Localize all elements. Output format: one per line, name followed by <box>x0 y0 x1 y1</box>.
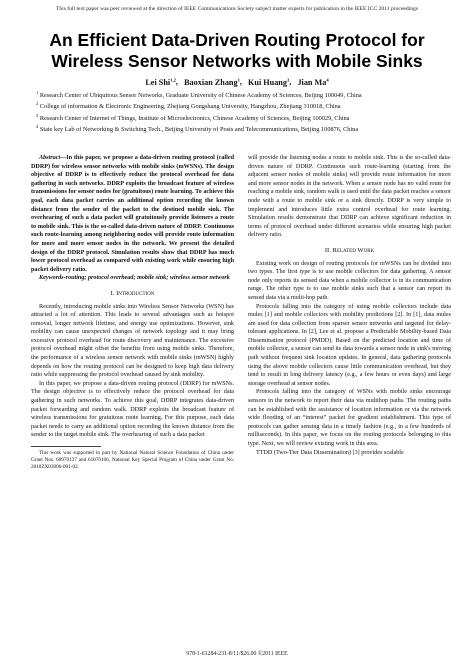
related-paragraph-3: Protocols falling into the category of WSNs with mobile sinks encourage sensors in the network to report their data via multihop paths. The routing paths can be established with the assistance of location information or via the network wide flooding of an “interest” packet for gradient establishment. This type of protocols can gather sensing data in a timely fashion (e.g., in a few hundreds of milliseconds). In this paper, we focus on the routing protocols belonging to this type. Next, we will review existing work in this area. <box>248 389 451 447</box>
affiliation-4: $^4$ State key Lab of Networking & Switching Tech., Beijing University of Posts and Telecommunications, Beijing 100876, China <box>36 124 359 134</box>
author-1: Lei Shi$^{1,2}$ <box>145 77 176 87</box>
right-column <box>248 154 451 457</box>
keywords: Keywords-routing; protocol overhead; mobile sink; wireless sensor network <box>39 275 230 282</box>
author-3: Kui Huang$^3$ <box>248 77 290 87</box>
paper-title <box>20 30 454 72</box>
author-list: Lei Shi$^{1,2}$, Baoxian Zhang$^1$, Kui Huang$^3$, Jian Ma$^4$ <box>145 77 329 87</box>
title-line-2: Wireless Sensor Networks with Mobile Sinks <box>51 51 423 71</box>
copyright-footer: 978-1-61284-231-8/11/$26.00 ©2011 IEEE <box>186 651 288 657</box>
affiliation-list <box>36 89 438 135</box>
affiliation-2: $^2$ College of information & Electronic Engineering, Zhejiang Gongshang University, Hangzhou, Zhejiang 310018, China <box>36 101 341 111</box>
related-paragraph-1: Existing work on design of routing protocols for mWSNs can be divided into two types. The first type is to use mobile collectors for data gathering. A sensor node only reports its sensed data when a mobile collector is in its communication range. The other type is to use mobile sinks such that a sensor can report its sensed data via a multi-hop path. <box>248 260 451 301</box>
related-paragraph-2: Protocols falling into the category of using mobile collectors include data mules [1] and mobile collectors with mobility predictions [2]. In [1], data mules are used for data collection from sparser sensor networks and targeted for delay-tolerant applications. In [2], Lee et al. propose a Predictable Mobility-based Data Dissemination protocol (PMDD). Based on the predicted location and time of mobile collector, a sensor can send its data towards a sensor node in sink's moving path without frequent sink location updates. In general, data gathering protocols using the above mobile collectors cause little communication overhead, but they tend to result in long delivery latency (e.g., a few hours or even days) and large storage overhead at sensor nodes. <box>248 303 451 387</box>
abstract: Abstract—In this paper, we propose a data-driven routing protocol (called DDRP) for wireless sensor networks with mobile sinks (mWSNs). The design objective of DDRP is to effectively reduce the protocol overhead for data gathering in such networks. DDRP exploits the broadcast feature of wireless transmissions for sensor nodes for (gratuitous) route learning. To achieve this goal, each data packet carries an additional option recording the known distance from the sender of the packet to the destined mobile sink. The overhearing of such a data packet will gratuitously provide listeners a route to mobile sink. This is the so-called data-driven nature of DDRP. Continuous such route-learning among neighboring nodes will provide route information for more and more sensor nodes in the network. We present the detailed design of the DDRP protocol. Simulation results show that DDRP has much lower protocol overhead as compared with existing work while ensuring high packet delivery ratio. <box>31 155 234 273</box>
left-column <box>31 154 234 471</box>
affiliation-1: $^1$ Research Center of Ubiquitous Sensor Networks, Graduate University of Chinese Academy of Sciences, Beijing 100049, China <box>36 90 362 100</box>
title-line-1: An Efficient Data-Driven Routing Protocol for <box>49 30 425 50</box>
intro-paragraph-1: Recently, introducing mobile sinks into Wireless Sensor Networks (WSN) has attracted a lot of attention. This leads to several advantages such as hotspot removal, longer network lifetime, and energy use optimizations. However, sink mobility can cause unexpected changes of network topology and it may bring excessive protocol overhead for route discovery and maintenance. The excessive protocol overhead might offset the benefits from using mobile sinks. Therefore, the performance of a wireless sensor network with mobile sinks (mWSN) highly depends on how the routing protocol can be designed to keep high data delivery ratio while suppressing the protocol overhead caused by sink mobility. <box>31 303 234 379</box>
section-heading-related-work: II. Related Work <box>324 246 375 254</box>
peer-review-banner: This full text paper was peer reviewed at the direction of IEEE Communications Society subject matter experts for publication in the IEEE ICC 2011 proceedings <box>55 6 419 12</box>
affiliation-3: $^3$ Research Center of Internet of Things, Institute of Microelectronics, Chinese Academy of Sciences, Beijing 100029, China <box>36 112 350 122</box>
related-paragraph-4: TTDD (Two-Tier Data Dissemination) [3] provides scalable <box>256 449 404 456</box>
funding-footnote: This work was supported in part by National Natural Science Foundation of China under Grant Nos. 60970137 and 61070166, National Key Special Program of China under Grant No. 2010ZX03006-001-02. <box>31 450 234 470</box>
intro-paragraph-3: will provide the listening nodes a route to mobile sink. This is the so-called data-driven nature of DDRP. Continuous such route-learning (starting from the adjacent sensor nodes of mobile sinks) will provide route information for more and more sensor nodes in the network. When a sensor node has no valid route for reaching a mobile sink, random walk is used until the data packet reaches a sensor node with a route to mobile sink or a sink directly. DDRP is very simple to implement and introduces little extra control overhead for route learning. Simulation results demonstrate that DDRP can achieve significant reduction in terms of protocol overhead under different scenarios while ensuring high packet delivery ratio. <box>248 155 451 239</box>
author-4: Jian Ma$^4$ <box>297 77 329 87</box>
author-2: Baoxian Zhang$^1$ <box>184 77 240 87</box>
intro-paragraph-2: In this paper, we propose a data-driven routing protocol (DDRP) for mWSNs. The design objective is to effectively reduce the protocol overhead for data gathering in such networks. To achieve this goal, DDRP integrates data-driven packet forwarding and random walk. DDRP exploits the broadcast feature of wireless transmissions for gratuitous route learning. For this purpose, each data packet needs to carry an additional option recording the known distance from the sender to the target mobile sink. The overhearing of such a data packet <box>31 380 234 439</box>
section-heading-introduction: I. Introduction <box>110 289 155 297</box>
footnote-rule <box>31 446 101 447</box>
